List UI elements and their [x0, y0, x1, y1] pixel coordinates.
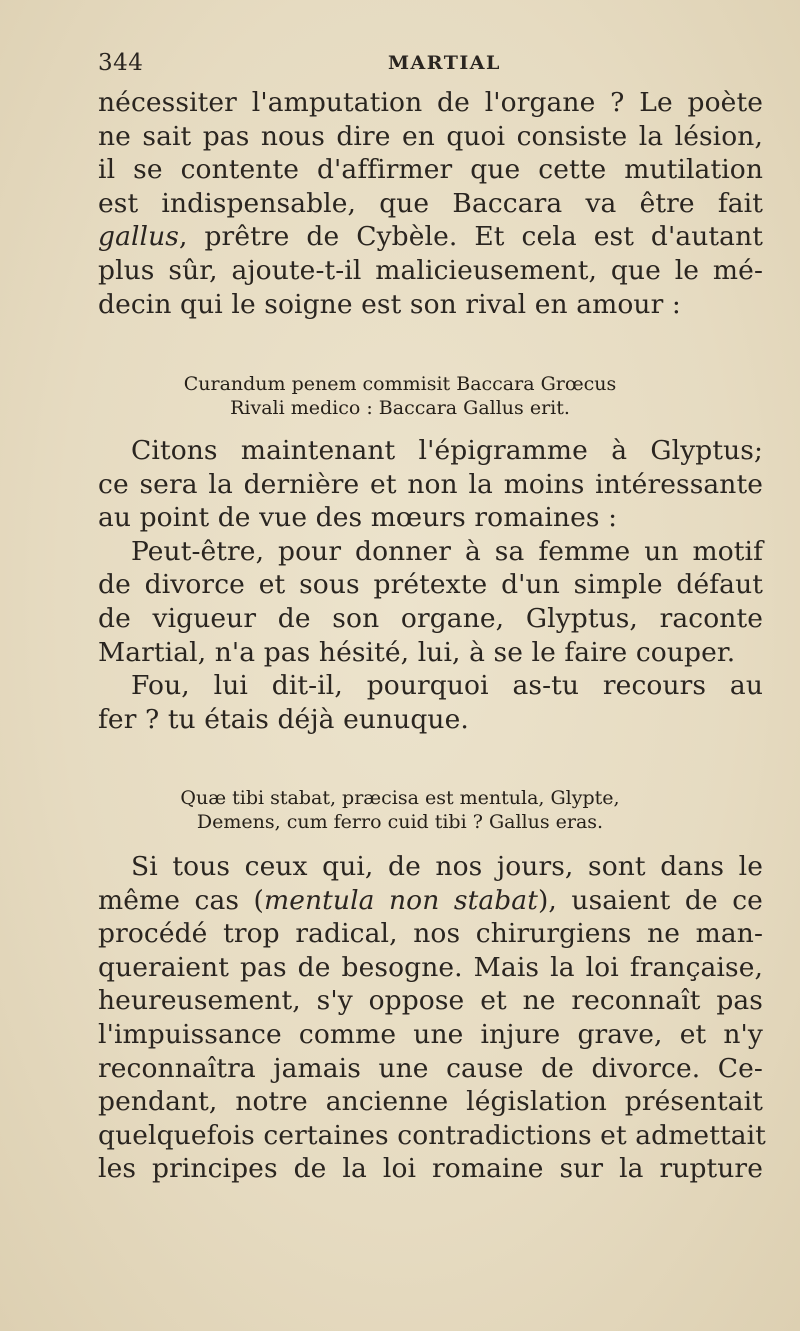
text-line: Citons maintenant l'épigramme à Glyptus; [131, 435, 763, 466]
quote-line: Curandum penem commisit Baccara Grœcus [183, 373, 617, 395]
paragraph-continued [98, 86, 763, 321]
text-line: pendant, notre ancienne législation présentait [98, 1086, 763, 1118]
page-number: 344 [98, 50, 144, 76]
text-line: nécessiter l'amputation de l'organe ? Le poète [98, 87, 763, 118]
text-line: de divorce et sous prétexte d'un simple défaut [98, 569, 763, 601]
quote-line: Demens, cum ferro cuid tibi ? Gallus eras. [196, 811, 604, 833]
text-line: decin qui le soigne est son rival en amour : [98, 288, 681, 320]
text-fragment: , prêtre de Cybèle. Et cela est d'autant [178, 221, 763, 253]
text-line: de vigueur de son organe, Glyptus, raconte [98, 602, 763, 634]
text-line: quelquefois certaines contradictions et admettait [98, 1119, 766, 1151]
text-line: Si tous ceux qui, de nos jours, sont dans le [131, 851, 763, 882]
text-fragment: ), usaient de ce [537, 884, 763, 916]
text-fragment: même cas ( [98, 884, 264, 916]
text-line: plus sûr, ajoute-t-il malicieusement, que le mé- [98, 254, 763, 286]
paragraph-modern-law [98, 850, 766, 1186]
text-line: heureusement, s'y oppose et ne reconnaît pas [98, 985, 763, 1017]
text-line: l'impuissance comme une injure grave, et n'y [98, 1018, 763, 1050]
italic-term: mentula non stabat [263, 884, 538, 916]
text-line: fer ? tu étais déjà eunuque. [98, 703, 469, 735]
quote-line: Rivali medico : Baccara Gallus erit. [230, 397, 570, 419]
running-title: MARTIAL [388, 52, 501, 74]
latin-quote-1 [0, 372, 800, 420]
text-line: ne sait pas nous dire en quoi consiste la lésion, [98, 120, 763, 152]
latin-quote-2 [0, 786, 800, 834]
text-line: procédé trop radical, nos chirurgiens ne man- [98, 918, 763, 950]
italic-term: gallus [98, 221, 179, 253]
text-line: ce sera la dernière et non la moins intéressante [98, 468, 763, 500]
text-line: queraient pas de besogne. Mais la loi française, [98, 951, 763, 983]
text-line: au point de vue des mœurs romaines : [98, 502, 618, 534]
text-line: Fou, lui dit-il, pourquoi as-tu recours au [131, 670, 763, 702]
paragraph-glyptus-intro [98, 434, 763, 736]
text-line: Martial, n'a pas hésité, lui, à se le faire couper. [98, 636, 736, 668]
text-line [98, 220, 763, 254]
text-line: les principes de la loi romaine sur la rupture [98, 1153, 763, 1185]
running-head [0, 50, 800, 80]
text-line [98, 884, 763, 918]
text-line: Peut-être, pour donner à sa femme un motif [131, 535, 763, 567]
text-line: il se contente d'affirmer que cette mutilation [98, 154, 763, 186]
quote-line: Quæ tibi stabat, præcisa est mentula, Glypte, [180, 787, 620, 809]
text-line: est indispensable, que Baccara va être fait [98, 187, 763, 219]
text-line: reconnaîtra jamais une cause de divorce. Ce- [98, 1052, 763, 1084]
